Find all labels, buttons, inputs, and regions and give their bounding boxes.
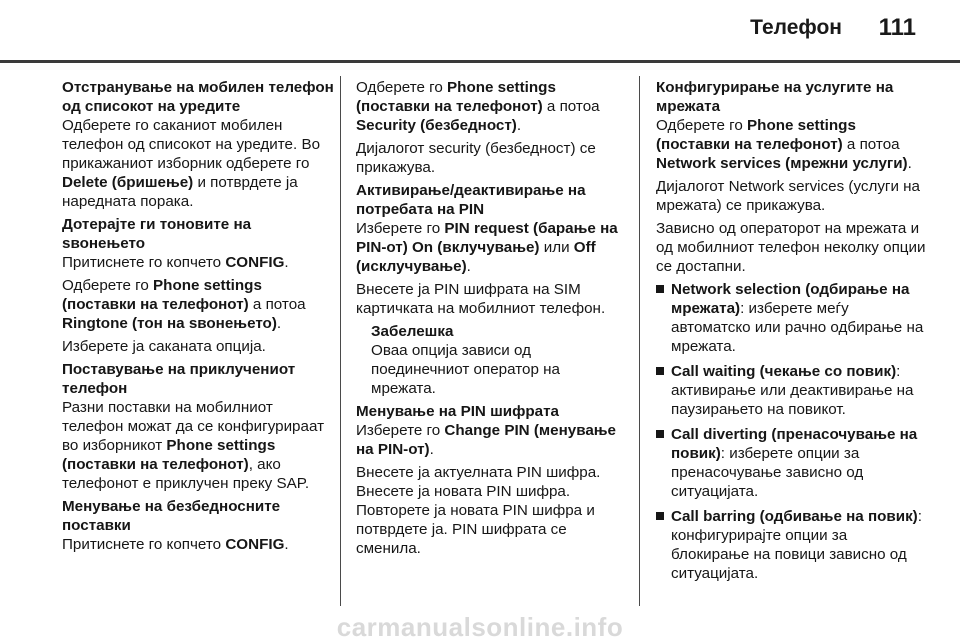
list-item-text: : активирање или деактивирање на паузирањето на повикот. [671, 363, 914, 418]
list-item-term: Call barring (одбивање на повик) [671, 508, 918, 525]
list-item-term: Call diverting (пренасочување на повик) [671, 426, 918, 462]
menu-item-text: Network services (мрежни услуги) [656, 155, 908, 172]
text: и потврдете ја наредната порака. [62, 174, 298, 210]
page-header [0, 0, 960, 60]
paragraph [62, 398, 334, 493]
section-ringtones [62, 215, 334, 356]
menu-item-text: Delete (бришење) [62, 174, 194, 191]
watermark: carmanualsonline.info [336, 612, 624, 642]
note-text: Оваа опција зависи од поединечниот оператор на мрежата. [371, 342, 560, 397]
text: а потоа [248, 296, 306, 313]
text: Изберете го [356, 220, 445, 237]
paragraph: Зависно од операторот на мрежата и од мобилниот телефон неколку опции се достапни. [656, 220, 926, 275]
column-left [62, 78, 334, 558]
note-title: Забелешка [371, 323, 454, 340]
section-heading: Конфигурирање на услугите на мрежата [656, 79, 894, 115]
menu-item-text: Phone settings (поставки на телефонот) [62, 277, 262, 313]
menu-item-text: PIN request (барање на PIN-от) On (вклучување) [356, 220, 618, 256]
paragraph [356, 78, 628, 135]
section-heading: Активирање/деактивирање на потребата на PIN [356, 182, 586, 218]
text: Одберете го [656, 117, 748, 134]
text: Одберете го [356, 79, 448, 96]
paragraph [356, 421, 628, 459]
section-network-services [656, 78, 928, 583]
network-options-list [656, 280, 928, 583]
menu-item-text: Phone settings (поставки на телефонот) [356, 79, 556, 115]
list-item [656, 362, 928, 419]
section-pin-request [356, 181, 628, 398]
section-heading: Дотерајте ги тоновите на ѕвонењето [62, 216, 252, 252]
paragraph: Внесете ја актуелната PIN шифра. Внесете ја новата PIN шифра. Повторете ја новата PIN шифра и потврдете ја. PIN шифрата се сменила. [356, 464, 601, 557]
column-divider-right [639, 76, 640, 606]
page-number: 111 [878, 14, 916, 41]
section-heading: Менување на PIN шифрата [356, 403, 559, 420]
paragraph: Дијалогот security (безбедност) се прикажува. [356, 140, 596, 176]
section-security-cont [356, 78, 628, 177]
list-item-text: : конфигурирајте опции за блокирање на повици зависно од ситуацијата. [671, 508, 922, 582]
section-phone-settings [62, 360, 334, 493]
menu-item-text: Off (исклучување) [356, 239, 596, 275]
section-remove-phone [62, 78, 334, 211]
menu-item-text: Security (безбедност) [356, 117, 517, 134]
paragraph [656, 116, 928, 173]
text: а потоа [842, 136, 900, 153]
header-rule [0, 60, 960, 63]
page-title: Телефон [750, 16, 842, 39]
text: . [284, 254, 289, 271]
button-text: CONFIG [225, 254, 285, 271]
text: Изберете го [356, 422, 445, 439]
note-box [356, 322, 628, 398]
paragraph [62, 116, 334, 211]
square-bullet-icon [656, 430, 664, 438]
text: Разни поставки на мобилниот телефон можат да се конфигурираат во изборникот [62, 399, 325, 454]
list-item-text: : изберете меѓу автоматско или рачно одбирање на мрежата. [671, 300, 924, 355]
section-security-settings [62, 497, 334, 554]
column-middle [356, 78, 628, 562]
section-heading: Отстранување на мобилен телефон од списокот на уредите [62, 79, 334, 115]
text: или [539, 239, 574, 256]
section-change-pin [356, 402, 628, 558]
text: . [429, 441, 434, 458]
paragraph [62, 253, 334, 272]
text: Одберете го саканиот мобилен телефон од списокот на уредите. Во прикажаниот изборник одберете го [62, 117, 321, 172]
paragraph [356, 219, 628, 276]
text: Притиснете го копчето [62, 254, 226, 271]
square-bullet-icon [656, 512, 664, 520]
text: . [284, 536, 289, 553]
text: , ако телефонот е приклучен преку SAP. [62, 456, 310, 492]
text: Одберете го [62, 277, 154, 294]
text: а потоа [542, 98, 600, 115]
list-item [656, 280, 928, 356]
text: . [466, 258, 471, 275]
list-item [656, 425, 928, 501]
text: . [276, 315, 282, 332]
column-right [656, 78, 928, 589]
list-item-text: : изберете опции за пренасочување зависно од ситуацијата. [671, 445, 864, 500]
text: . [907, 155, 912, 172]
paragraph [62, 535, 334, 554]
column-divider-left [340, 76, 341, 606]
list-item-term: Call waiting (чекање со повик) [671, 363, 897, 380]
square-bullet-icon [656, 285, 664, 293]
menu-item-text: Phone settings (поставки на телефонот) [62, 437, 276, 473]
text: Притиснете го копчето [62, 536, 226, 553]
paragraph: Дијалогот Network services (услуги на мрежата) се прикажува. [656, 178, 921, 214]
text: . [516, 117, 522, 134]
list-item [656, 507, 928, 583]
paragraph: Изберете ја саканата опција. [62, 338, 266, 355]
button-text: CONFIG [225, 536, 285, 553]
menu-item-text: Phone settings (поставки на телефонот) [656, 117, 856, 153]
section-heading: Менување на безбедносните поставки [62, 498, 281, 534]
square-bullet-icon [656, 367, 664, 375]
list-item-term: Network selection (одбирање на мрежата) [671, 281, 910, 317]
menu-item-text: Change PIN (менување на PIN-от) [356, 422, 617, 458]
paragraph [62, 276, 334, 333]
paragraph: Внесете ја PIN шифрата на SIM картичката на мобилниот телефон. [356, 281, 606, 317]
section-heading: Поставување на приклучениот телефон [62, 361, 296, 397]
menu-item-text: Ringtone (тон на ѕвонењето) [62, 315, 277, 332]
